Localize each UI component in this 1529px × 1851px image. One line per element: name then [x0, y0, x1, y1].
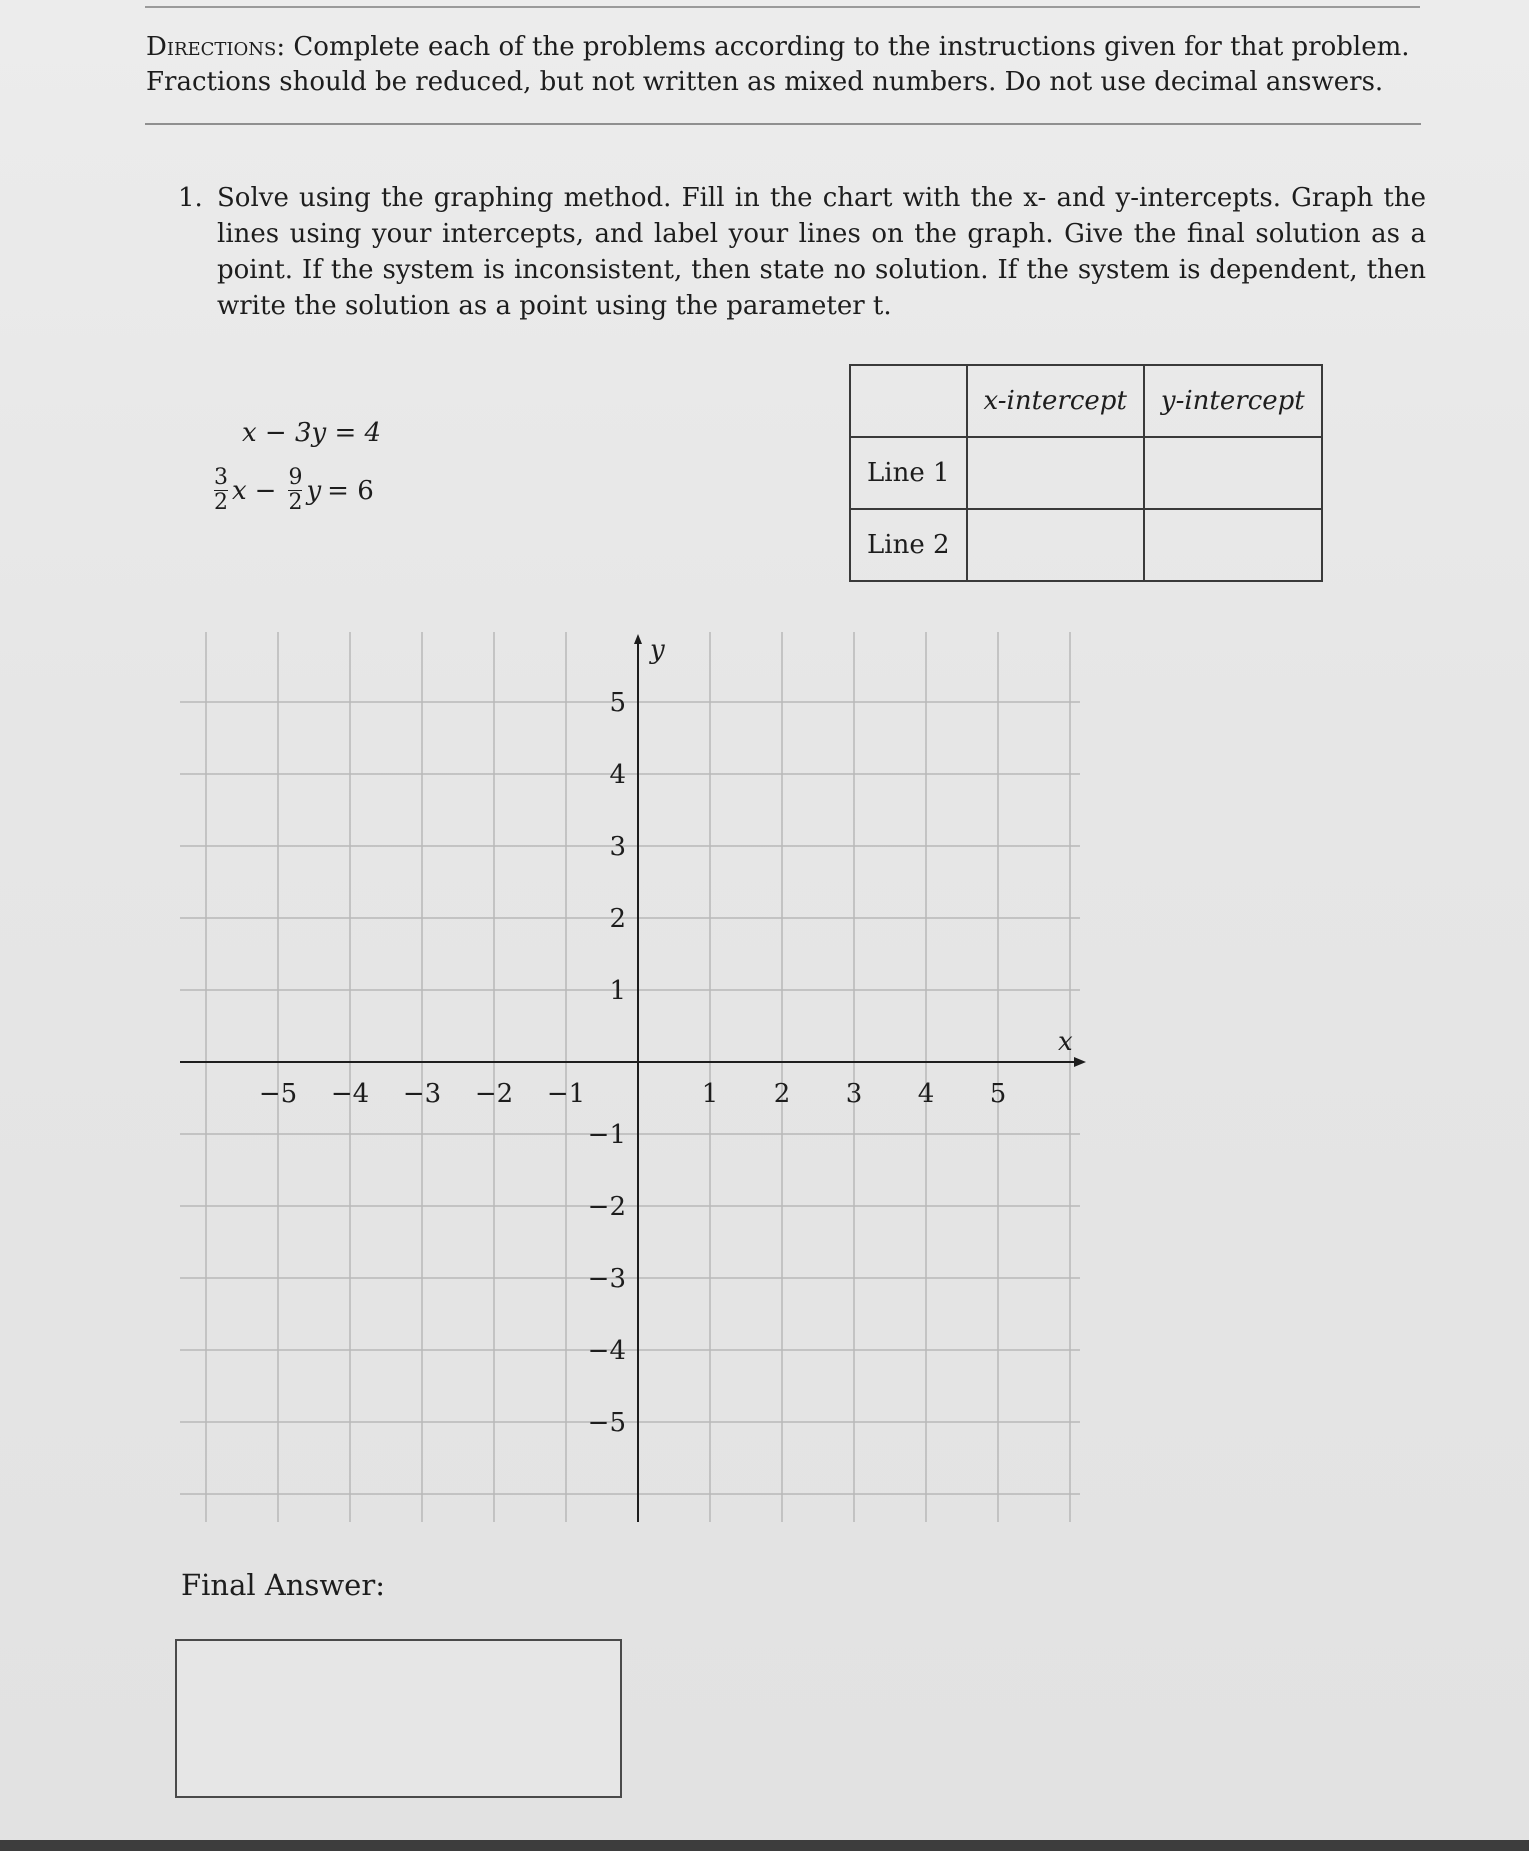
- x-tick-label: 3: [845, 1079, 863, 1109]
- row-label-line-1: Line 1: [850, 437, 967, 509]
- row-label-line-2: Line 2: [850, 509, 967, 581]
- directions-text: Complete each of the problems according to the instructions given for that problem. Fractions should be reduced, but not written as mixed numbers. Do not use decimal answers.: [146, 32, 1410, 97]
- y-tick-label: 4: [609, 760, 626, 790]
- problem-1: [178, 180, 1426, 324]
- final-answer-box[interactable]: [175, 1639, 622, 1798]
- x-axis-arrow: [1074, 1057, 1086, 1067]
- equation-2: [210, 466, 374, 515]
- x-tick-label: −4: [330, 1079, 370, 1109]
- top-rule: [145, 6, 1420, 8]
- y-tick-label: −4: [587, 1336, 626, 1366]
- equation-rhs: = 6: [327, 475, 374, 506]
- x-tick-label: 5: [989, 1079, 1007, 1109]
- x-tick-label: −3: [402, 1079, 442, 1109]
- fraction-9-over-2: [288, 466, 302, 515]
- y-axis-label: y: [650, 635, 665, 665]
- table-header-blank: [850, 365, 967, 437]
- y-tick-label: 1: [609, 976, 626, 1006]
- coordinate-grid[interactable]: [180, 632, 1090, 1522]
- problem-number: 1.: [178, 183, 203, 213]
- y-tick-label: 5: [609, 688, 626, 718]
- y-tick-label: 3: [609, 832, 626, 862]
- x-tick-label: 2: [773, 1079, 791, 1109]
- table-header-x-intercept: x-intercept: [967, 365, 1144, 437]
- problem-instructions: Solve using the graphing method. Fill in the chart with the x- and y-intercepts. Graph the lines using your intercepts, and label your lines on the graph. Give the final solution as a point. If the system is inconsistent, then state no solution. If the system is dependent, then write the solution as a point using the parameter t.: [217, 183, 1426, 321]
- fraction-numerator: 3: [214, 465, 228, 490]
- fraction-numerator: 9: [288, 465, 303, 490]
- directions: [146, 30, 1426, 100]
- y-tick-label: −2: [587, 1192, 626, 1222]
- x-tick-label: −1: [546, 1079, 586, 1109]
- x-tick-label: −5: [258, 1079, 298, 1109]
- line-1-y-intercept-cell[interactable]: [1144, 437, 1322, 509]
- line-1-x-intercept-cell[interactable]: [967, 437, 1144, 509]
- x-axis-label: x: [1058, 1027, 1073, 1057]
- y-tick-label: −1: [587, 1120, 626, 1150]
- table-header-row: [850, 365, 1322, 437]
- intercept-table: [849, 364, 1323, 582]
- y-axis-arrow: [634, 634, 642, 644]
- y-tick-label: 2: [609, 904, 626, 934]
- line-2-y-intercept-cell[interactable]: [1144, 509, 1322, 581]
- equation-1: x − 3y = 4: [242, 418, 382, 448]
- x-tick-label: −2: [474, 1079, 514, 1109]
- variable-y: y: [306, 475, 322, 506]
- fraction-denominator: 2: [214, 490, 228, 515]
- directions-rule: [145, 123, 1421, 125]
- table-row: [850, 437, 1322, 509]
- table-row: [850, 509, 1322, 581]
- y-tick-label: −5: [587, 1408, 626, 1438]
- line-2-x-intercept-cell[interactable]: [967, 509, 1144, 581]
- fraction-denominator: 2: [288, 490, 303, 515]
- fraction-3-over-2: [214, 466, 228, 515]
- table-header-y-intercept: y-intercept: [1144, 365, 1322, 437]
- directions-lead: Directions:: [146, 32, 286, 62]
- x-tick-label: 4: [917, 1079, 935, 1109]
- y-tick-label: −3: [587, 1264, 626, 1294]
- x-tick-label: 1: [701, 1079, 719, 1109]
- final-answer-label: Final Answer:: [181, 1568, 385, 1602]
- screen-bottom-edge: [0, 1840, 1529, 1851]
- minus-sign: −: [254, 475, 277, 506]
- variable-x: x: [232, 475, 247, 506]
